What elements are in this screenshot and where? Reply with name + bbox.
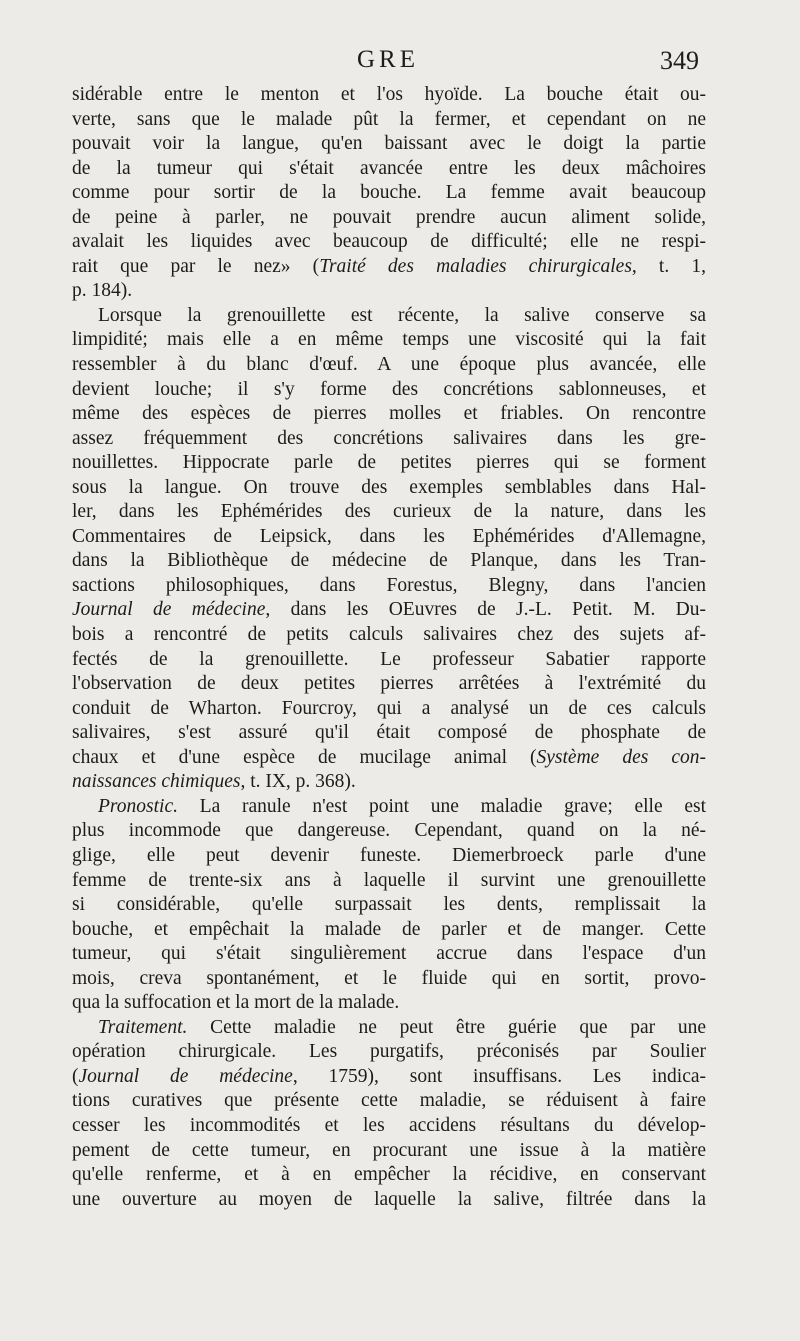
- text-line: tumeur, qui s'était singulièrement accrue dans l'espace d'un: [72, 943, 706, 965]
- text-line: même des espèces de pierres molles et friables. On rencontre: [72, 403, 706, 425]
- text-line: avalait les liquides avec beaucoup de difficulté; elle ne respi-: [72, 231, 706, 253]
- text-line: Pronostic. La ranule n'est point une maladie grave; elle est: [98, 795, 706, 817]
- text-line: Journal de médecine, dans les OEuvres de J.-L. Petit. M. Du-: [72, 599, 707, 621]
- paragraph: [72, 83, 706, 304]
- text-line: nouillettes. Hippocrate parle de petites pierres qui se forment: [72, 452, 706, 474]
- text-line: dans la Bibliothèque de médecine de Planque, dans les Tran-: [72, 550, 706, 572]
- text-line: qua la suffocation et la mort de la malade.: [72, 992, 400, 1014]
- italic-text: Traité des maladies chirurgicales: [319, 255, 632, 277]
- text-line: de peine à parler, ne pouvait prendre aucun aliment solide,: [72, 206, 706, 228]
- text-line: comme pour sortir de la bouche. La femme avait beaucoup: [72, 182, 706, 204]
- running-head: GRE: [357, 46, 419, 73]
- text-line: l'observation de deux petites pierres arrêtées à l'extrémité du: [72, 673, 706, 695]
- paragraph: [72, 795, 706, 1016]
- text-line: une ouverture au moyen de laquelle la salive, filtrée dans la: [72, 1188, 706, 1210]
- text-line: sous la langue. On trouve des exemples semblables dans Hal-: [72, 476, 706, 498]
- text-line: plus incommode que dangereuse. Cependant, quand on la né-: [72, 820, 706, 842]
- text-line: tions curatives que présente cette maladie, se réduisent à faire: [72, 1090, 706, 1112]
- text-line: limpidité; mais elle a en même temps une viscosité qui la fait: [72, 329, 706, 351]
- text-line: sidérable entre le menton et l'os hyoïde. La bouche était ou-: [72, 84, 706, 105]
- text-line: qu'elle renferme, et à en empêcher la récidive, en conservant: [72, 1164, 706, 1186]
- text-line: cesser les incommodités et les accidens résultans du dévelop-: [72, 1114, 706, 1136]
- text-line: sactions philosophiques, dans Forestus, Blegny, dans l'ancien: [72, 574, 706, 596]
- italic-text: Système des con-: [536, 746, 706, 768]
- page-header: [0, 46, 800, 86]
- text-line: chaux et d'une espèce de mucilage animal (Système des con-: [72, 746, 706, 768]
- text-line: p. 184).: [72, 280, 133, 302]
- text-line: (Journal de médecine, 1759), sont insuffisans. Les indica-: [72, 1065, 707, 1087]
- text-line: bois a rencontré de petits calculs salivaires chez des sujets af-: [72, 624, 706, 646]
- text-line: Lorsque la grenouillette est récente, la salive conserve sa: [98, 304, 706, 326]
- text-line: pement de cette tumeur, en procurant une issue à la matière: [72, 1139, 706, 1161]
- italic-text: Traitement.: [98, 1016, 188, 1038]
- italic-text: Journal de médecine: [78, 1065, 293, 1087]
- text-line: assez fréquemment des concrétions salivaires dans les gre-: [72, 427, 706, 449]
- text-line: bouche, et empêchait la malade de parler et de manger. Cette: [72, 918, 706, 940]
- italic-text: naissances chimiques: [72, 771, 241, 793]
- text-line: si considérable, qu'elle surpassait les dents, remplissait la: [72, 894, 706, 916]
- text-line: devient louche; il s'y forme des concrétions sablonneuses, et: [72, 378, 706, 400]
- text-line: fectés de la grenouillette. Le professeur Sabatier rapporte: [72, 648, 706, 670]
- paragraph: [72, 304, 706, 795]
- text-line: opération chirurgicale. Les purgatifs, préconisés par Soulier: [72, 1041, 706, 1063]
- paragraph: [72, 1016, 706, 1212]
- text-line: mois, creva spontanément, et le fluide qui en sortit, provo-: [72, 967, 706, 989]
- body-text: [72, 83, 706, 1212]
- text-line: naissances chimiques, t. IX, p. 368).: [72, 771, 356, 793]
- text-line: Commentaires de Leipsick, dans les Ephémérides d'Allemagne,: [72, 525, 706, 547]
- text-line: ressembler à du blanc d'œuf. A une époque plus avancée, elle: [72, 354, 706, 376]
- italic-text: Journal de médecine: [72, 599, 266, 621]
- text-line: ler, dans les Ephémérides des curieux de la nature, dans les: [72, 501, 706, 523]
- page-number: 349: [660, 46, 699, 75]
- text-line: femme de trente-six ans à laquelle il survint une grenouillette: [72, 869, 706, 891]
- text-line: pouvait voir la langue, qu'en baissant avec le doigt la partie: [72, 133, 706, 155]
- italic-text: Pronostic.: [98, 795, 178, 817]
- text-line: verte, sans que le malade pût la fermer, et cependant on ne: [72, 108, 706, 130]
- text-line: conduit de Wharton. Fourcroy, qui a analysé un de ces calculs: [72, 697, 706, 719]
- text-line: glige, elle peut devenir funeste. Diemerbroeck parle d'une: [72, 844, 706, 866]
- text-line: rait que par le nez» (Traité des maladies chirurgicales, t. 1,: [72, 255, 707, 277]
- text-line: de la tumeur qui s'était avancée entre les deux mâchoires: [72, 157, 706, 179]
- text-line: Traitement. Cette maladie ne peut être guérie que par une: [98, 1016, 706, 1038]
- text-line: salivaires, s'est assuré qu'il était composé de phosphate de: [72, 722, 706, 744]
